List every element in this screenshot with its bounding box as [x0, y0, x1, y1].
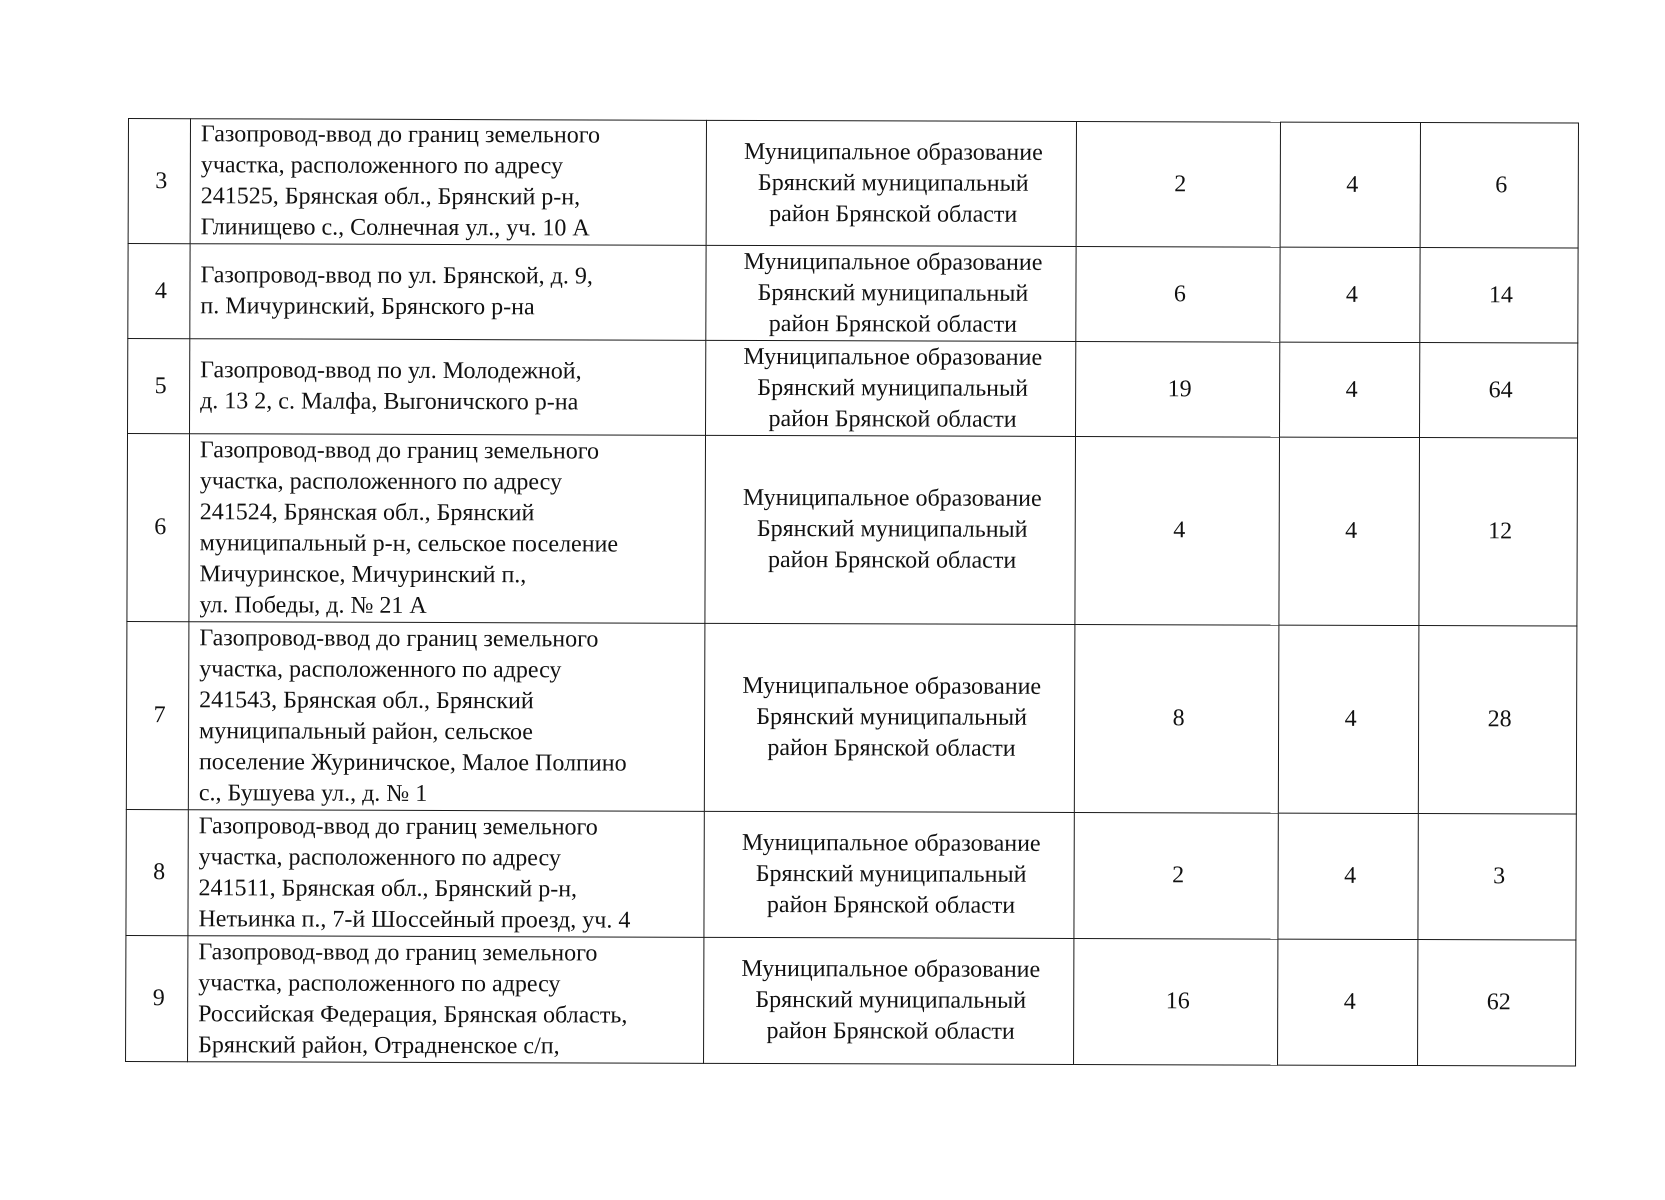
table-row: [126, 621, 1577, 814]
pipeline-description: Газопровод-ввод по ул. Брянской, д. 9, п. Мичуринский, Брянского р-на: [190, 244, 706, 341]
row-number: 3: [128, 119, 190, 244]
owner-name: Муниципальное образование Брянский муниципальный район Брянской области: [705, 435, 1076, 624]
row-number: 8: [126, 809, 188, 935]
row-number: 9: [126, 935, 188, 1061]
row-number: 7: [126, 621, 189, 809]
row-number: 4: [128, 244, 190, 339]
owner-name: Муниципальное образование Брянский муниципальный район Брянской области: [704, 937, 1074, 1064]
value-cell-1: 16: [1074, 938, 1278, 1065]
owner-name: Муниципальное образование Брянский муниципальный район Брянской области: [706, 245, 1076, 341]
owner-name: Муниципальное образование Брянский муниципальный район Брянской области: [704, 623, 1075, 812]
table-row: [126, 809, 1576, 940]
value-cell-2: 4: [1280, 122, 1420, 247]
value-cell-2: 4: [1279, 437, 1420, 625]
value-cell-2: 4: [1280, 247, 1420, 342]
value-cell-1: 8: [1074, 624, 1279, 813]
gas-pipeline-table: [125, 118, 1579, 1067]
value-cell-3: 12: [1419, 438, 1578, 626]
owner-name: Муниципальное образование Брянский муниципальный район Брянской области: [704, 811, 1074, 938]
row-number: 5: [128, 339, 190, 434]
row-number: 6: [127, 434, 190, 622]
value-cell-3: 14: [1420, 248, 1578, 343]
value-cell-3: 3: [1418, 814, 1576, 940]
table-row: [126, 935, 1576, 1066]
value-cell-2: 4: [1278, 813, 1418, 939]
owner-name: Муниципальное образование Брянский муниципальный район Брянской области: [706, 120, 1076, 246]
table-row: [128, 119, 1578, 249]
pipeline-description: Газопровод-ввод до границ земельного участка, расположенного по адресу 241543, Брянская обл., Брянский муниципальный район, сельское поселение Журиничское, Малое Полпино с., Бушуева ул., д. № 1: [188, 622, 705, 812]
owner-name: Муниципальное образование Брянский муниципальный район Брянской области: [706, 340, 1076, 436]
value-cell-1: 2: [1074, 812, 1278, 939]
value-cell-1: 6: [1076, 246, 1280, 342]
pipeline-description: Газопровод-ввод до границ земельного участка, расположенного по адресу 241525, Брянская обл., Брянский р-н, Глинищево с., Солнечная ул., уч. 10 А: [190, 119, 706, 246]
value-cell-1: 19: [1076, 341, 1280, 437]
pipeline-description: Газопровод-ввод по ул. Молодежной, д. 13 2, с. Малфа, Выгоничского р-на: [190, 339, 706, 436]
value-cell-2: 4: [1280, 342, 1420, 437]
value-cell-2: 4: [1278, 939, 1418, 1065]
table-row: [127, 434, 1578, 627]
table-row: [128, 339, 1578, 439]
value-cell-1: 2: [1076, 121, 1280, 247]
value-cell-1: 4: [1075, 436, 1280, 625]
pipeline-description: Газопровод-ввод до границ земельного участка, расположенного по адресу 241524, Брянская обл., Брянский муниципальный р-н, сельское поселение Мичуринское, Мичуринский п., ул. Победы, д. № 21 А: [189, 434, 706, 624]
pipeline-description: Газопровод-ввод до границ земельного участка, расположенного по адресу Российская Федерация, Брянская область, Брянский район, Отрадненское с/п,: [188, 936, 704, 1064]
value-cell-3: 62: [1418, 940, 1576, 1066]
value-cell-2: 4: [1278, 625, 1419, 813]
pipeline-description: Газопровод-ввод до границ земельного участка, расположенного по адресу 241511, Брянская обл., Брянский р-н, Нетьинка п., 7-й Шоссейный проезд, уч. 4: [188, 810, 704, 938]
table-row: [128, 244, 1578, 344]
value-cell-3: 64: [1420, 343, 1578, 438]
value-cell-3: 6: [1420, 123, 1578, 248]
value-cell-3: 28: [1418, 626, 1577, 814]
